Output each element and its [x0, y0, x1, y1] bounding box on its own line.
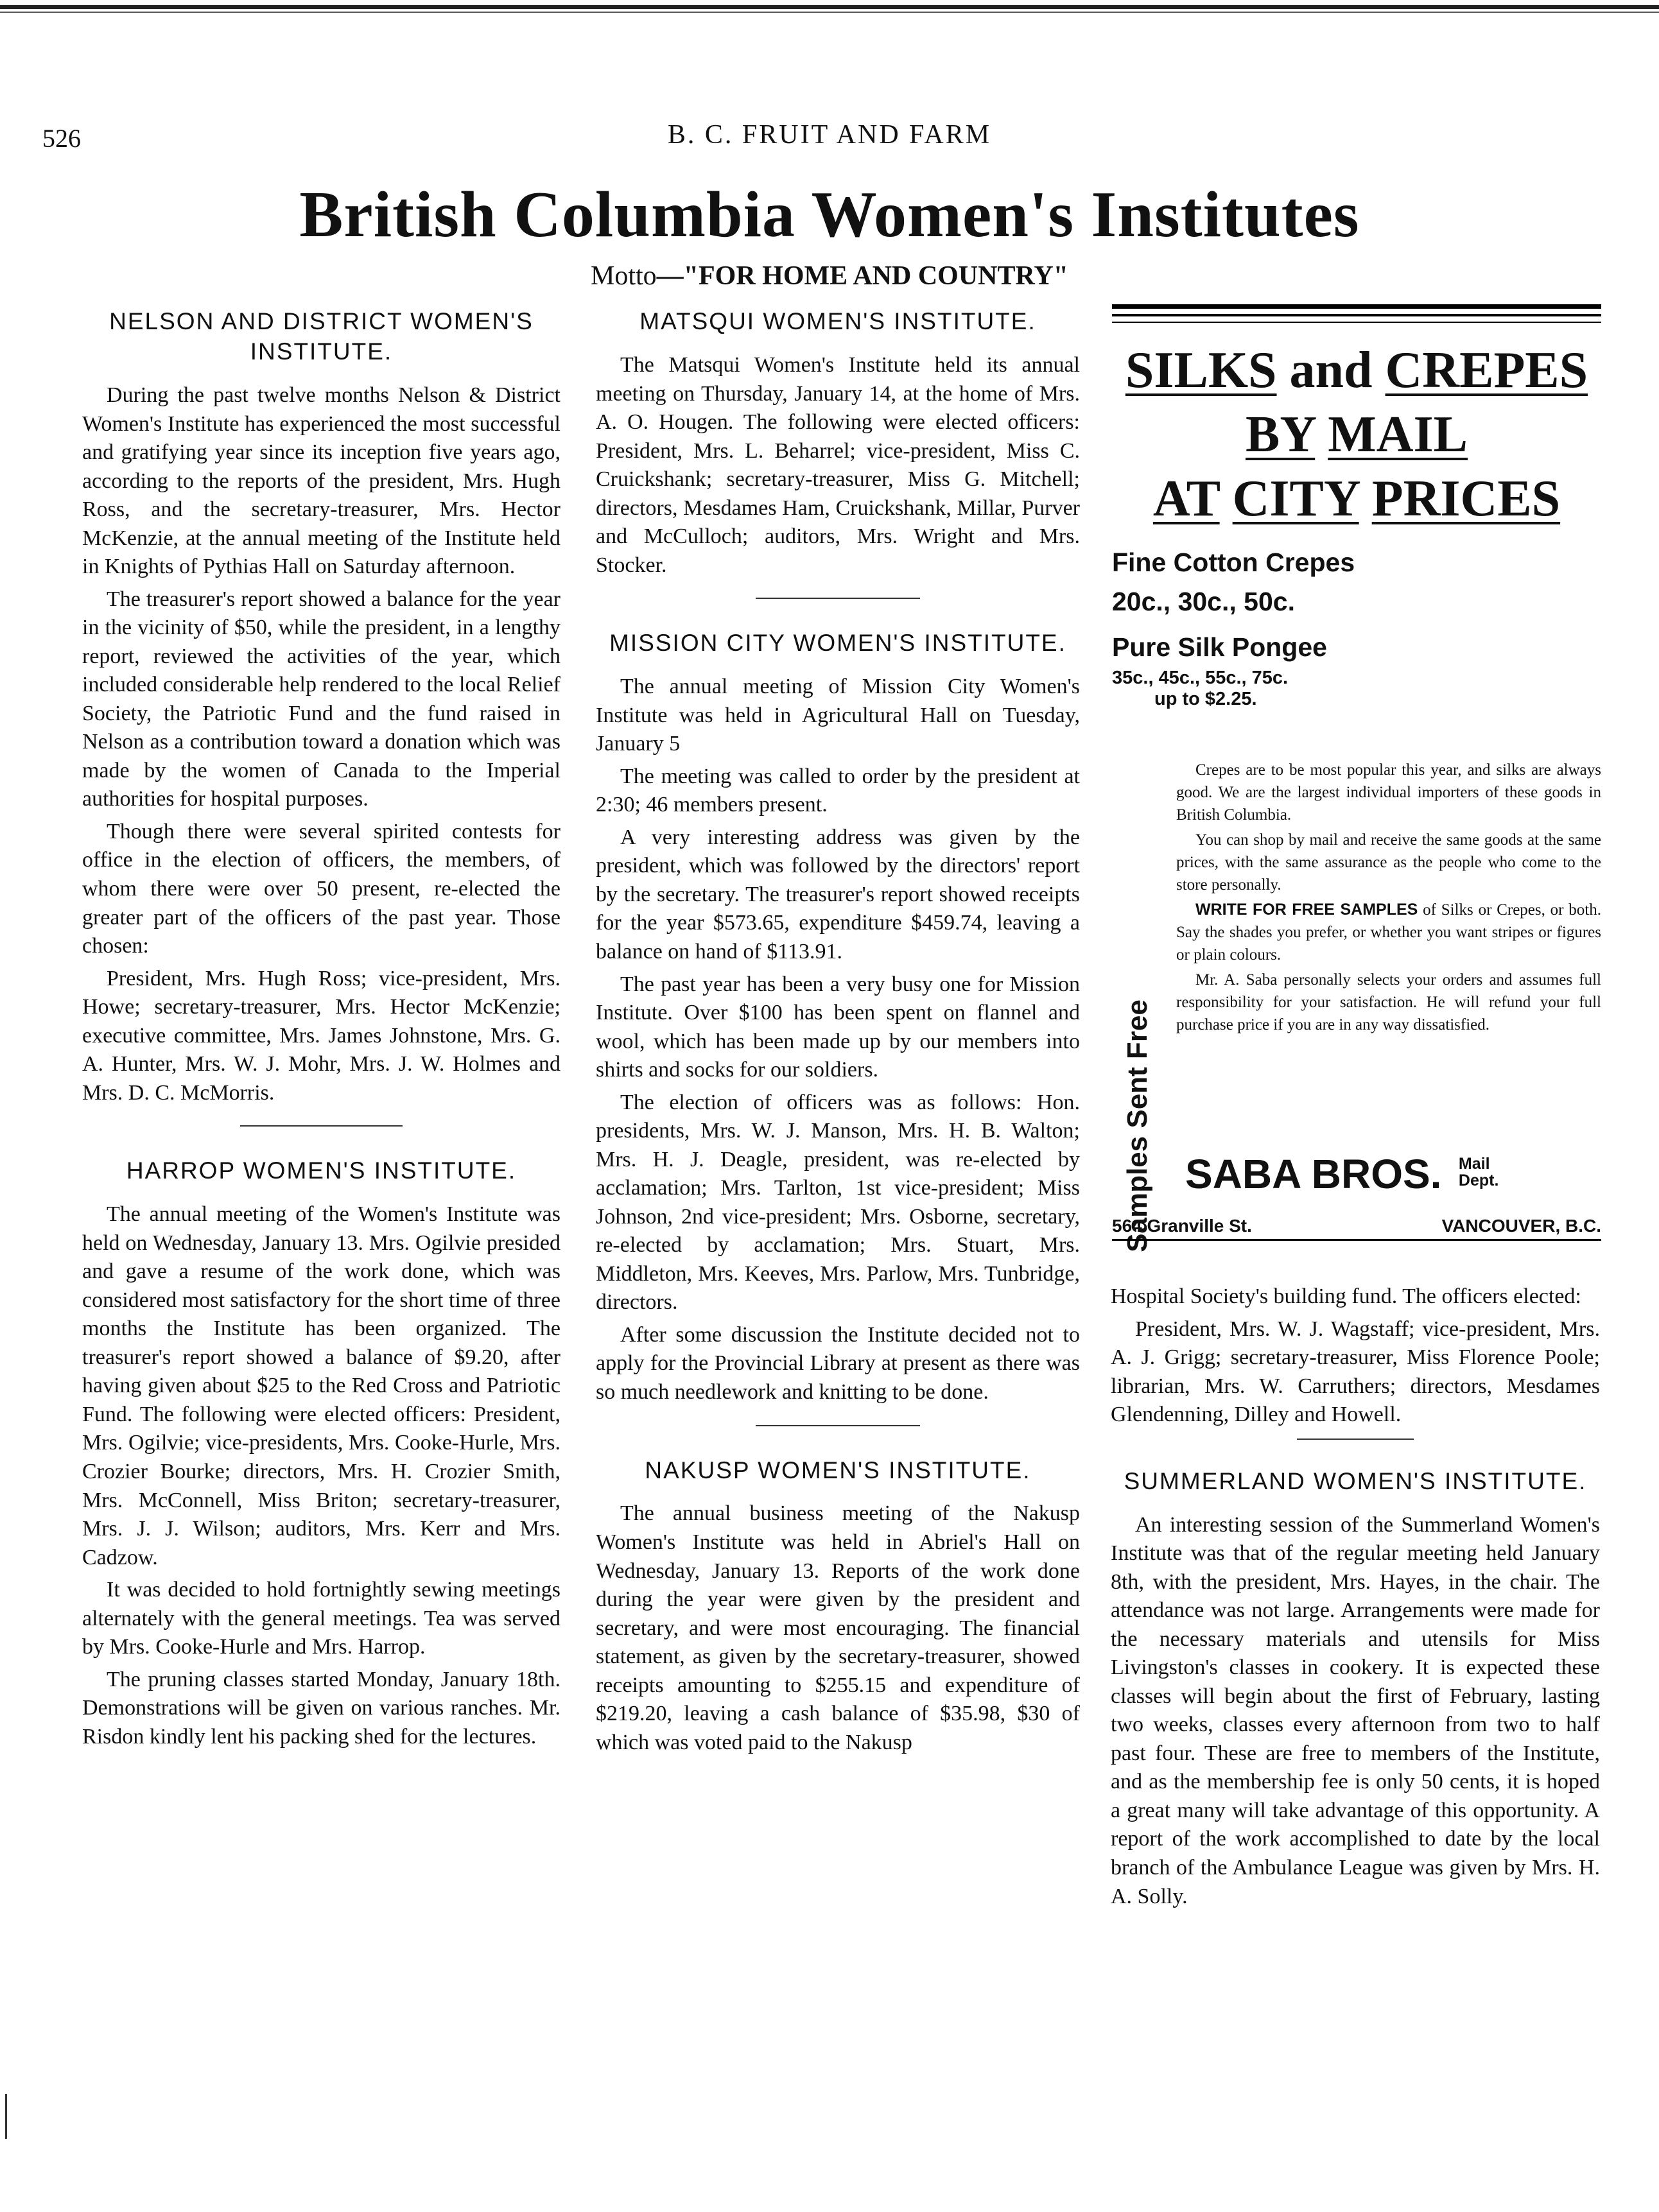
section-divider: [756, 1425, 920, 1426]
harrop-heading: HARROP WOMEN'S INSTITUTE.: [126, 1157, 517, 1184]
ad-product-name: Fine Cotton Crepes: [1112, 548, 1355, 577]
nakusp-heading: NAKUSP WOMEN'S INSTITUTE.: [645, 1456, 1031, 1483]
nelson-paragraph: During the past twelve months Nelson & District Women's Institute has experienced the most successful and gratifying year since its inception five years ago, according to the reports of the president, Mrs. Hugh Ross, and the secretary-treasurer, Mrs. Hector McKenzie, at the annual meeting of the Institute held in Knights of Pythias Hall on Saturday afternoon.: [82, 383, 560, 579]
ad-brand: [1185, 1150, 1545, 1198]
section-divider: [1297, 1439, 1414, 1440]
page-title: British Columbia Women's Institutes: [299, 178, 1360, 251]
ad-headline-word: PRICES: [1371, 471, 1561, 527]
summerland-heading: SUMMERLAND WOMEN'S INSTITUTE.: [1124, 1467, 1587, 1494]
page-number: 526: [42, 124, 81, 153]
ad-headline-word: and: [1289, 342, 1373, 399]
section-divider: [756, 598, 920, 599]
mission-paragraph: The past year has been a very busy one for Mission Institute. Over $100 has been spent on flannel and wool, which has been made up by our members into shirts and socks for our soldiers.: [596, 972, 1080, 1082]
nelson-paragraph: Though there were several spirited contests for office in the election of officers, the members, of whom there were over 50 present, re-elected the greater part of the officers of the past year. Those chosen:: [82, 819, 560, 958]
nakusp-continued: Hospital Society's building fund. The officers elected:: [1111, 1284, 1581, 1308]
ad-headline-word: CITY: [1232, 471, 1359, 527]
mission-paragraph: The election of officers was as follows: Hon. presidents, Mrs. W. J. Manson, Mrs. H. B. Walton; Mrs. H. J. Deagle, president, was re-elected by acclamation; Mrs. Tarlton, 1st vice-president; Miss Johnson, 2nd vice-president; Mrs. Osborne, secretary, re-elected by acclamation; Mrs. Stuart, Mrs. Middleton, Mrs. Keeves, Mrs. Parlow, Mrs. Tunbridge, directors.: [596, 1090, 1080, 1315]
ad-dept-line: Mail: [1458, 1155, 1490, 1173]
mission-paragraph: The meeting was called to order by the president at 2:30; 46 members present.: [596, 764, 1080, 817]
nakusp-paragraph: The annual business meeting of the Nakusp Women's Institute was held in Abriel's Hall on Wednesday, January 13. Reports of the work done during the year were given by the president and secretary, and were most encouraging. The financial statement, as given by the secretary-treasurer, showed receipts amounting to $255.15 and expenditure of $219.20, leaving a cash balance of $35.98, $30 of which was voted paid to the Nakusp: [596, 1501, 1080, 1754]
ad-paragraph: [1176, 899, 1601, 966]
motto: [0, 261, 1659, 291]
section-divider: [240, 1125, 403, 1127]
harrop-paragraph: The pruning classes started Monday, January 18th. Demonstrations will be given on various ranches. Mr. Risdon kindly lent his packing shed for the lectures.: [82, 1667, 560, 1749]
ad-product-prices: up to $2.25.: [1154, 689, 1257, 709]
nakusp-paragraph: President, Mrs. W. J. Wagstaff; vice-president, Mrs. A. J. Grigg; secretary-treasurer, Miss Florence Poole; librarian, Mrs. W. Carruthers; directors, Mesdames Glendenning, Dilley and Howell.: [1111, 1317, 1600, 1427]
summerland-paragraph: An interesting session of the Summerland Women's Institute was that of the regular meeting held January 8th, with the president, Mrs. Hayes, in the chair. The attendance was not large. Arrangements were made for the necessary materials and utensils for Miss Livingston's classes in cookery. It is expected these classes will begin about the first of February, lasting two weeks, classes every afternoon from two to half past four. These are free to members of the Institute, and as the membership fee is only 50 cents, it is hoped a great many will take advantage of this opportunity. A report of the work accomplished to date by the local branch of the Ambulance League was given by Mrs. H. A. Solly.: [1111, 1512, 1600, 1908]
ad-paragraph: Mr. A. Saba personally selects your orders and assumes full responsibility for your satisfaction. He will refund your full purchase price if you are in any way dissatisfied.: [1176, 971, 1601, 1033]
advertisement: [1112, 304, 1601, 1252]
column-left: [82, 307, 560, 1755]
ad-product-name: Pure Silk Pongee: [1112, 632, 1327, 662]
ad-body: [1176, 759, 1601, 1039]
nelson-heading: NELSON AND DISTRICT WOMEN'S INSTITUTE.: [109, 308, 534, 365]
ad-city: VANCOUVER, B.C.: [1441, 1216, 1601, 1236]
column-middle: [596, 307, 1080, 1761]
ad-headline-word: CREPES: [1385, 342, 1588, 399]
mission-paragraph: A very interesting address was given by the president, which was followed by the directors' report by the secretary. The treasurer's report showed receipts for the year $573.65, expenditure $459.74, leaving a balance on hand of $113.91.: [596, 825, 1080, 963]
motto-label: Motto: [590, 261, 657, 291]
ad-rule: [1112, 322, 1601, 323]
margin-mark: [5, 2094, 7, 2139]
nelson-paragraph: President, Mrs. Hugh Ross; vice-president, Mrs. Howe; secretary-treasurer, Mrs. Hector McKenzie; executive committee, Mrs. James Johnstone, Mrs. G. A. Hunter, Mrs. W. J. Mohr, Mrs. J. W. Holmes and Mrs. D. C. McMorris.: [82, 966, 560, 1105]
ad-rule: [1112, 304, 1601, 309]
motto-text: —"FOR HOME AND COUNTRY": [656, 261, 1068, 291]
ad-side-text: Samples Sent Free: [1122, 999, 1153, 1252]
top-border: [0, 5, 1659, 9]
ad-rule: [1112, 314, 1601, 316]
ad-brand-dept: [1459, 1155, 1499, 1189]
nelson-paragraph: The treasurer's report showed a balance for the year in the vicinity of $50, while the president, in a lengthy report, reviewed the activities of the year, which included considerable help rendered to the local Relief Society, the Patriotic Fund and the fund raised in Nelson as a contribution toward a donation which was made by the women of Canada to the Imperial authorities for hospital purposes.: [82, 587, 560, 811]
ad-paragraph: Crepes are to be most popular this year, and silks are always good. We are the largest individual importers of these goods in British Columbia.: [1176, 761, 1601, 824]
ad-callout: WRITE FOR FREE SAMPLES: [1195, 901, 1418, 919]
matsqui-paragraph: The Matsqui Women's Institute held its annual meeting on Thursday, January 14, at the home of Mrs. A. O. Hougen. The following were elected officers: President, Mrs. L. Beharrel; vice-president, Miss C. Cruickshank; secretary-treasurer, Miss G. Mitchell; directors, Mesdames Ham, Cruickshank, Millar, Purver and McCulloch; auditors, Mrs. Wright and Mrs. Stocker.: [596, 352, 1080, 577]
ad-headline-word: MAIL: [1328, 406, 1468, 463]
ad-side-label: [1112, 953, 1163, 1299]
column-right: [1111, 1283, 1600, 1915]
ad-headline-word: AT: [1152, 471, 1220, 527]
ad-product-prices: 35c., 45c., 55c., 75c.: [1112, 668, 1289, 688]
ad-rule: [1112, 1239, 1601, 1241]
matsqui-heading: MATSQUI WOMEN'S INSTITUTE.: [639, 308, 1036, 334]
harrop-paragraph: It was decided to hold fortnightly sewing meetings alternately with the general meetings. Tea was served by Mrs. Cooke-Hurle and Mrs. Harrop.: [82, 1578, 560, 1659]
running-head: B. C. FRUIT AND FARM: [667, 120, 992, 150]
ad-paragraph-text: of Silks or Crepes, or both. Say the shades you prefer, or whether you want stripes or figures or plain colours.: [1176, 901, 1601, 963]
ad-brand-name: SABA BROS.: [1185, 1151, 1442, 1197]
ad-address-line: [1112, 1216, 1601, 1236]
mission-heading: MISSION CITY WOMEN'S INSTITUTE.: [609, 630, 1066, 657]
ad-paragraph: You can shop by mail and receive the same goods at the same prices, with the same assurance as the people who come to the store personally.: [1176, 831, 1601, 894]
top-border-thin: [0, 12, 1659, 13]
ad-product-prices: 20c., 30c., 50c.: [1112, 587, 1295, 616]
ad-headline: [1112, 338, 1601, 531]
mission-paragraph: After some discussion the Institute decided not to apply for the Provincial Library at present as there was so much needlework and knitting to be done.: [596, 1322, 1080, 1404]
harrop-paragraph: The annual meeting of the Women's Institute was held on Wednesday, January 13. Mrs. Ogilvie presided and gave a resume of the work done, which was considered most satisfactory for the short time of three months the Institute has been organized. The treasurer's report showed a balance of $9.20, after having given about $25 to the Red Cross and Patriotic Fund. The following were elected officers: President, Mrs. Ogilvie; vice-presidents, Mrs. Cooke-Hurle, Mrs. Crozier Bourke; directors, Mrs. H. Crozier Smith, Mrs. McConnell, Miss Briton; secretary-treasurer, Mrs. J. J. Wilson; auditors, Mrs. Kerr and Mrs. Cadzow.: [82, 1202, 560, 1569]
ad-street: 564 Granville St.: [1112, 1216, 1252, 1236]
mission-paragraph: The annual meeting of Mission City Women's Institute was held in Agricultural Hall on Tuesday, January 5: [596, 675, 1080, 756]
ad-dept-line: Dept.: [1458, 1171, 1499, 1190]
ad-headline-word: BY: [1246, 406, 1316, 463]
ad-headline-word: SILKS: [1125, 342, 1277, 399]
